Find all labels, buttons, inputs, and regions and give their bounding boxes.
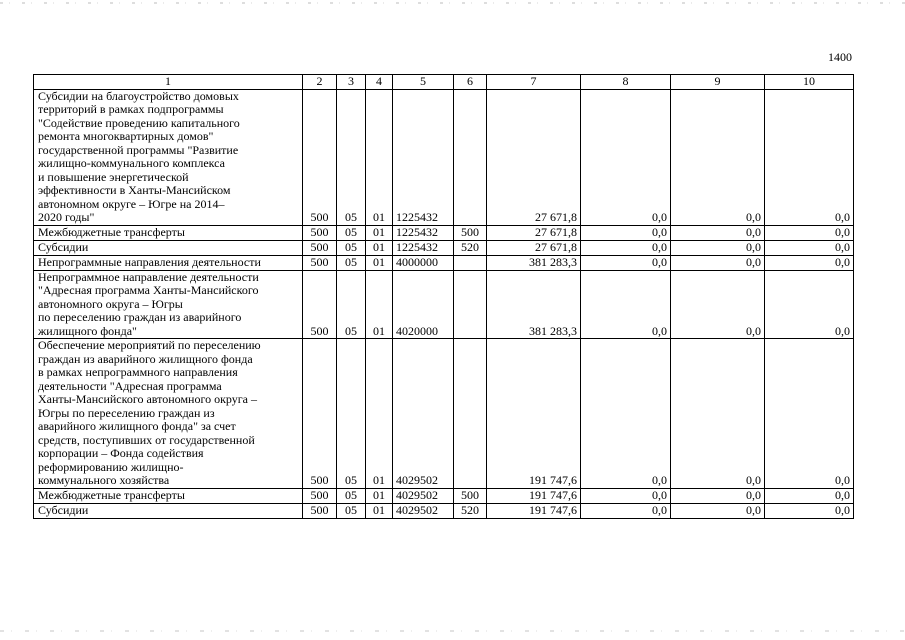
- column-header: 3: [337, 75, 366, 90]
- cell-expense-type: [454, 89, 487, 225]
- cell-expense-type: [454, 255, 487, 270]
- cell-amount: 191 747,6: [487, 488, 581, 503]
- cell-expense-type: 500: [454, 488, 487, 503]
- cell-ministry: 500: [303, 89, 337, 225]
- cell-target-article: 4020000: [393, 270, 454, 339]
- table-header-row: [34, 75, 854, 90]
- cell-expense-type: [454, 270, 487, 339]
- cell-col9: 0,0: [671, 503, 765, 518]
- column-header: 4: [366, 75, 393, 90]
- cell-col9: 0,0: [671, 339, 765, 489]
- cell-target-article: 1225432: [393, 225, 454, 240]
- cell-target-article: 1225432: [393, 89, 454, 225]
- column-header: 10: [765, 75, 854, 90]
- cell-col9: 0,0: [671, 270, 765, 339]
- cell-ministry: 500: [303, 225, 337, 240]
- cell-col8: 0,0: [581, 240, 671, 255]
- cell-col9: 0,0: [671, 255, 765, 270]
- cell-ministry: 500: [303, 503, 337, 518]
- cell-section: 05: [337, 488, 366, 503]
- cell-col9: 0,0: [671, 225, 765, 240]
- cell-col10: 0,0: [765, 503, 854, 518]
- cell-section: 05: [337, 270, 366, 339]
- table-row: [34, 240, 854, 255]
- cell-amount: 381 283,3: [487, 270, 581, 339]
- row-name: Обеспечение мероприятий по переселению граждан из аварийного жилищного фонда в рамках непрограммного направления деятельности "Адресная программа Ханты-Мансийского автономного округа – Югры по переселению граждан из аварийного жилищного фонда" за счет средств, поступивших от государственной корпорации – Фонда содействия реформированию жилищно- коммунального хозяйства: [34, 339, 303, 489]
- cell-col8: 0,0: [581, 89, 671, 225]
- page-number: 1400: [828, 50, 852, 64]
- table-row: [34, 270, 854, 339]
- cell-target-article: 4029502: [393, 339, 454, 489]
- cell-col8: 0,0: [581, 488, 671, 503]
- cell-amount: 27 671,8: [487, 225, 581, 240]
- cell-target-article: 1225432: [393, 240, 454, 255]
- table-row: [34, 339, 854, 489]
- cell-col10: 0,0: [765, 339, 854, 489]
- cell-subsection: 01: [366, 240, 393, 255]
- cell-expense-type: 520: [454, 503, 487, 518]
- column-header: 8: [581, 75, 671, 90]
- cell-ministry: 500: [303, 488, 337, 503]
- cell-target-article: 4029502: [393, 488, 454, 503]
- cell-ministry: 500: [303, 339, 337, 489]
- cell-subsection: 01: [366, 270, 393, 339]
- column-header: 1: [34, 75, 303, 90]
- cell-col8: 0,0: [581, 503, 671, 518]
- cell-subsection: 01: [366, 488, 393, 503]
- cell-amount: 191 747,6: [487, 503, 581, 518]
- cell-expense-type: [454, 339, 487, 489]
- cell-amount: 191 747,6: [487, 339, 581, 489]
- cell-amount: 27 671,8: [487, 89, 581, 225]
- cell-section: 05: [337, 89, 366, 225]
- cell-section: 05: [337, 339, 366, 489]
- cell-section: 05: [337, 255, 366, 270]
- cell-amount: 381 283,3: [487, 255, 581, 270]
- cell-col8: 0,0: [581, 225, 671, 240]
- cell-section: 05: [337, 240, 366, 255]
- budget-table: [33, 74, 854, 519]
- cell-section: 05: [337, 225, 366, 240]
- table-row: [34, 225, 854, 240]
- cell-subsection: 01: [366, 503, 393, 518]
- row-name: Субсидии на благоустройство домовых территорий в рамках подпрограммы "Содействие проведению капитального ремонта многоквартирных домов" государственной программы "Развитие жилищно-коммунального комплекса и повышение энергетической эффективности в Ханты-Мансийском автономном округе – Югре на 2014– 2020 годы": [34, 89, 303, 225]
- table-row: [34, 89, 854, 225]
- table-row: [34, 503, 854, 518]
- cell-col9: 0,0: [671, 89, 765, 225]
- cell-subsection: 01: [366, 89, 393, 225]
- cell-col10: 0,0: [765, 89, 854, 225]
- cell-col10: 0,0: [765, 240, 854, 255]
- cell-target-article: 4000000: [393, 255, 454, 270]
- cell-expense-type: 500: [454, 225, 487, 240]
- row-name: Межбюджетные трансферты: [34, 225, 303, 240]
- cell-expense-type: 520: [454, 240, 487, 255]
- cell-ministry: 500: [303, 270, 337, 339]
- cell-col8: 0,0: [581, 339, 671, 489]
- cell-ministry: 500: [303, 240, 337, 255]
- cell-col10: 0,0: [765, 255, 854, 270]
- cell-target-article: 4029502: [393, 503, 454, 518]
- row-name: Непрограммные направления деятельности: [34, 255, 303, 270]
- column-header: 2: [303, 75, 337, 90]
- row-name: Непрограммное направление деятельности "Адресная программа Ханты-Мансийского автономного округа – Югры по переселению граждан из аварийного жилищного фонда": [34, 270, 303, 339]
- cell-ministry: 500: [303, 255, 337, 270]
- cell-subsection: 01: [366, 255, 393, 270]
- cell-col8: 0,0: [581, 270, 671, 339]
- row-name: Субсидии: [34, 503, 303, 518]
- table-row: [34, 488, 854, 503]
- cell-col10: 0,0: [765, 270, 854, 339]
- scan-artifact-top: [0, 2, 905, 4]
- cell-section: 05: [337, 503, 366, 518]
- column-header: 5: [393, 75, 454, 90]
- cell-col9: 0,0: [671, 240, 765, 255]
- table-row: [34, 255, 854, 270]
- column-header: 7: [487, 75, 581, 90]
- cell-col10: 0,0: [765, 488, 854, 503]
- column-header: 9: [671, 75, 765, 90]
- cell-col8: 0,0: [581, 255, 671, 270]
- cell-col9: 0,0: [671, 488, 765, 503]
- cell-amount: 27 671,8: [487, 240, 581, 255]
- column-header: 6: [454, 75, 487, 90]
- row-name: Межбюджетные трансферты: [34, 488, 303, 503]
- cell-col10: 0,0: [765, 225, 854, 240]
- cell-subsection: 01: [366, 225, 393, 240]
- cell-subsection: 01: [366, 339, 393, 489]
- scan-artifact-bottom: [0, 630, 905, 632]
- row-name: Субсидии: [34, 240, 303, 255]
